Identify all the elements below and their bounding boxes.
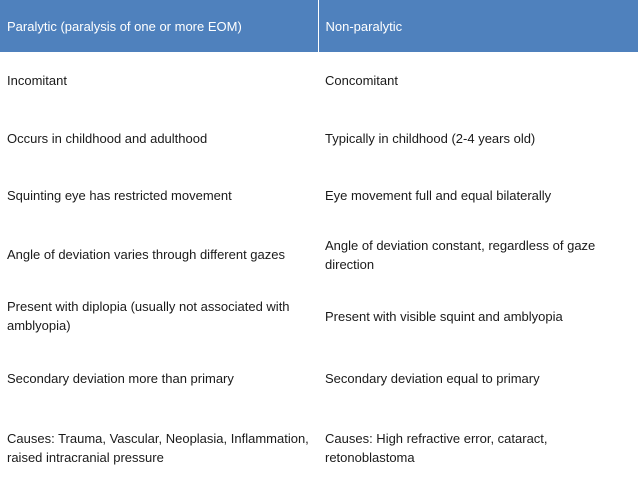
- paralytic-cell: Secondary deviation more than primary: [0, 347, 318, 410]
- non-paralytic-cell: Angle of deviation constant, regardless of gaze direction: [318, 224, 638, 286]
- table-row: [0, 52, 638, 110]
- non-paralytic-cell: Causes: High refractive error, cataract, retonoblastoma: [318, 410, 638, 485]
- non-paralytic-cell: Secondary deviation equal to primary: [318, 347, 638, 410]
- header-paralytic: Paralytic (paralysis of one or more EOM): [0, 0, 318, 52]
- non-paralytic-cell: Eye movement full and equal bilaterally: [318, 167, 638, 224]
- table-row: [0, 410, 638, 485]
- non-paralytic-cell: Present with visible squint and amblyopia: [318, 286, 638, 347]
- table-header-row: [0, 0, 638, 52]
- table-row: [0, 110, 638, 167]
- paralytic-cell: Incomitant: [0, 52, 318, 110]
- paralytic-cell: Squinting eye has restricted movement: [0, 167, 318, 224]
- paralytic-cell: Present with diplopia (usually not associated with amblyopia): [0, 286, 318, 347]
- table-row: [0, 347, 638, 410]
- non-paralytic-cell: Typically in childhood (2-4 years old): [318, 110, 638, 167]
- header-non-paralytic: Non-paralytic: [318, 0, 638, 52]
- table-row: [0, 167, 638, 224]
- paralytic-cell: Angle of deviation varies through different gazes: [0, 224, 318, 286]
- non-paralytic-cell: Concomitant: [318, 52, 638, 110]
- table-row: [0, 286, 638, 347]
- paralytic-cell: Causes: Trauma, Vascular, Neoplasia, Inflammation, raised intracranial pressure: [0, 410, 318, 485]
- table-row: [0, 224, 638, 286]
- paralytic-cell: Occurs in childhood and adulthood: [0, 110, 318, 167]
